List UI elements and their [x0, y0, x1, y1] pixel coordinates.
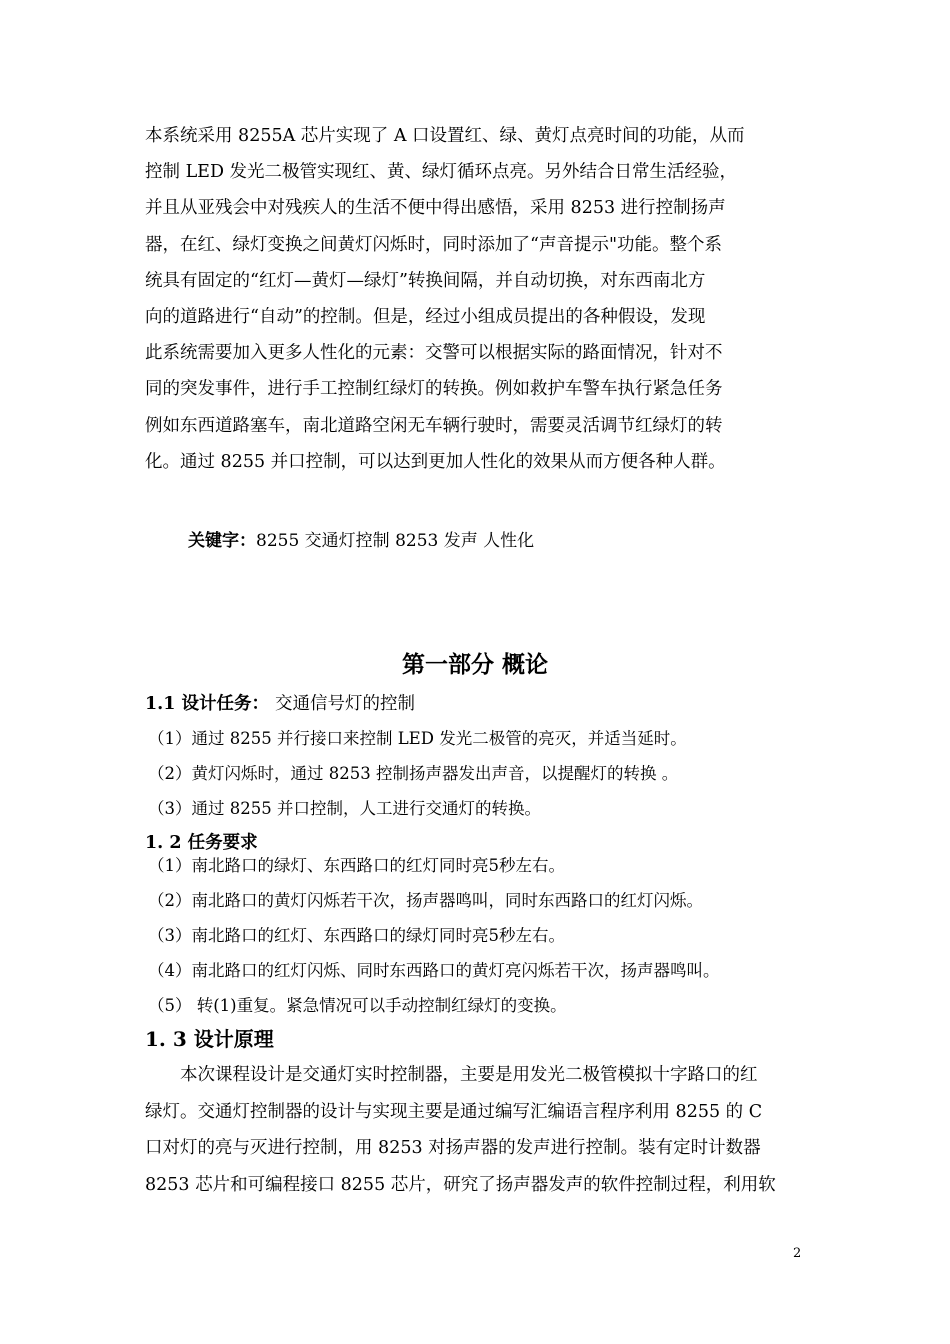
- section-1-2-heading: 1. 2 任务要求: [145, 833, 258, 853]
- abstract-line: 此系统需要加入更多人性化的元素：交警可以根据实际的路面情况，针对不: [145, 343, 723, 364]
- page-number: 2: [793, 1246, 802, 1261]
- abstract-line: 统具有固定的“红灯—黄灯—绿灯”转换间隔，并自动切换，对东西南北方: [145, 270, 706, 291]
- keywords-line: [188, 526, 534, 556]
- abstract-line: 例如东西道路塞车，南北道路空闲无车辆行驶时，需要灵活调节红绿灯的转: [145, 415, 723, 436]
- abstract-line: 同的突发事件，进行手工控制红绿灯的转换。例如救护车警车执行紧急任务: [145, 379, 723, 400]
- abstract-line: 化。通过 8255 并口控制，可以达到更加人性化的效果从而方便各种人群。: [145, 451, 726, 472]
- abstract-line: 并且从亚残会中对残疾人的生活不便中得出感悟，采用 8253 进行控制扬声: [145, 198, 726, 219]
- task-item: （3）通过 8255 并口控制，人工进行交通灯的转换。: [148, 799, 541, 818]
- requirement-item: （3）南北路口的红灯、东西路口的绿灯同时亮5秒左右。: [148, 926, 565, 945]
- section-1-1-label: 1.1 设计任务：: [145, 694, 270, 714]
- section-1-1-heading: [145, 690, 415, 718]
- paragraph-line: 8253 芯片和可编程接口 8255 芯片，研究了扬声器发声的软件控制过程，利用软: [145, 1174, 776, 1195]
- paragraph-line: 绿灯。交通灯控制器的设计与实现主要是通过编写汇编语言程序利用 8255 的 C: [145, 1101, 763, 1122]
- task-item: （1）通过 8255 并行接口来控制 LED 发光二极管的亮灭，并适当延时。: [148, 729, 687, 748]
- requirement-item: （1）南北路口的绿灯、东西路口的红灯同时亮5秒左右。: [148, 856, 565, 875]
- abstract-line: 向的道路进行“自动”的控制。但是，经过小组成员提出的各种假设，发现: [145, 307, 706, 328]
- part-title: 第一部分 概论: [401, 651, 548, 678]
- requirement-item: （2）南北路口的黄灯闪烁若干次，扬声器鸣叫，同时东西路口的红灯闪烁。: [148, 891, 703, 910]
- requirement-item: （4）南北路口的红灯闪烁、同时东西路口的黄灯亮闪烁若干次，扬声器鸣叫。: [148, 961, 720, 980]
- task-item: （2）黄灯闪烁时，通过 8253 控制扬声器发出声音，以提醒灯的转换 。: [148, 764, 679, 783]
- abstract-line: 本系统采用 8255A 芯片实现了 A 口设置红、绿、黄灯点亮时间的功能，从而: [145, 126, 745, 146]
- requirement-item: （5） 转(1)重复。紧急情况可以手动控制红绿灯的变换。: [148, 996, 567, 1015]
- section-1-3-heading: 1. 3 设计原理: [145, 1027, 274, 1051]
- abstract-paragraph: [145, 118, 785, 480]
- design-principle-paragraph: [145, 1057, 805, 1203]
- abstract-line: 控制 LED 发光二极管实现红、黄、绿灯循环点亮。另外结合日常生活经验，: [145, 162, 738, 183]
- keywords-label: 关键字：: [188, 531, 256, 551]
- keywords-text: 8255 交通灯控制 8253 发声 人性化: [256, 531, 535, 551]
- abstract-line: 器，在红、绿灯变换之间黄灯闪烁时，同时添加了“声音提示"功能。整个系: [145, 234, 722, 255]
- paragraph-line: 口对灯的亮与灭进行控制，用 8253 对扬声器的发声进行控制。装有定时计数器: [145, 1138, 761, 1158]
- paragraph-line: 本次课程设计是交通灯实时控制器，主要是用发光二极管模拟十字路口的红: [145, 1065, 758, 1085]
- section-1-1-subtitle: 交通信号灯的控制: [275, 694, 416, 714]
